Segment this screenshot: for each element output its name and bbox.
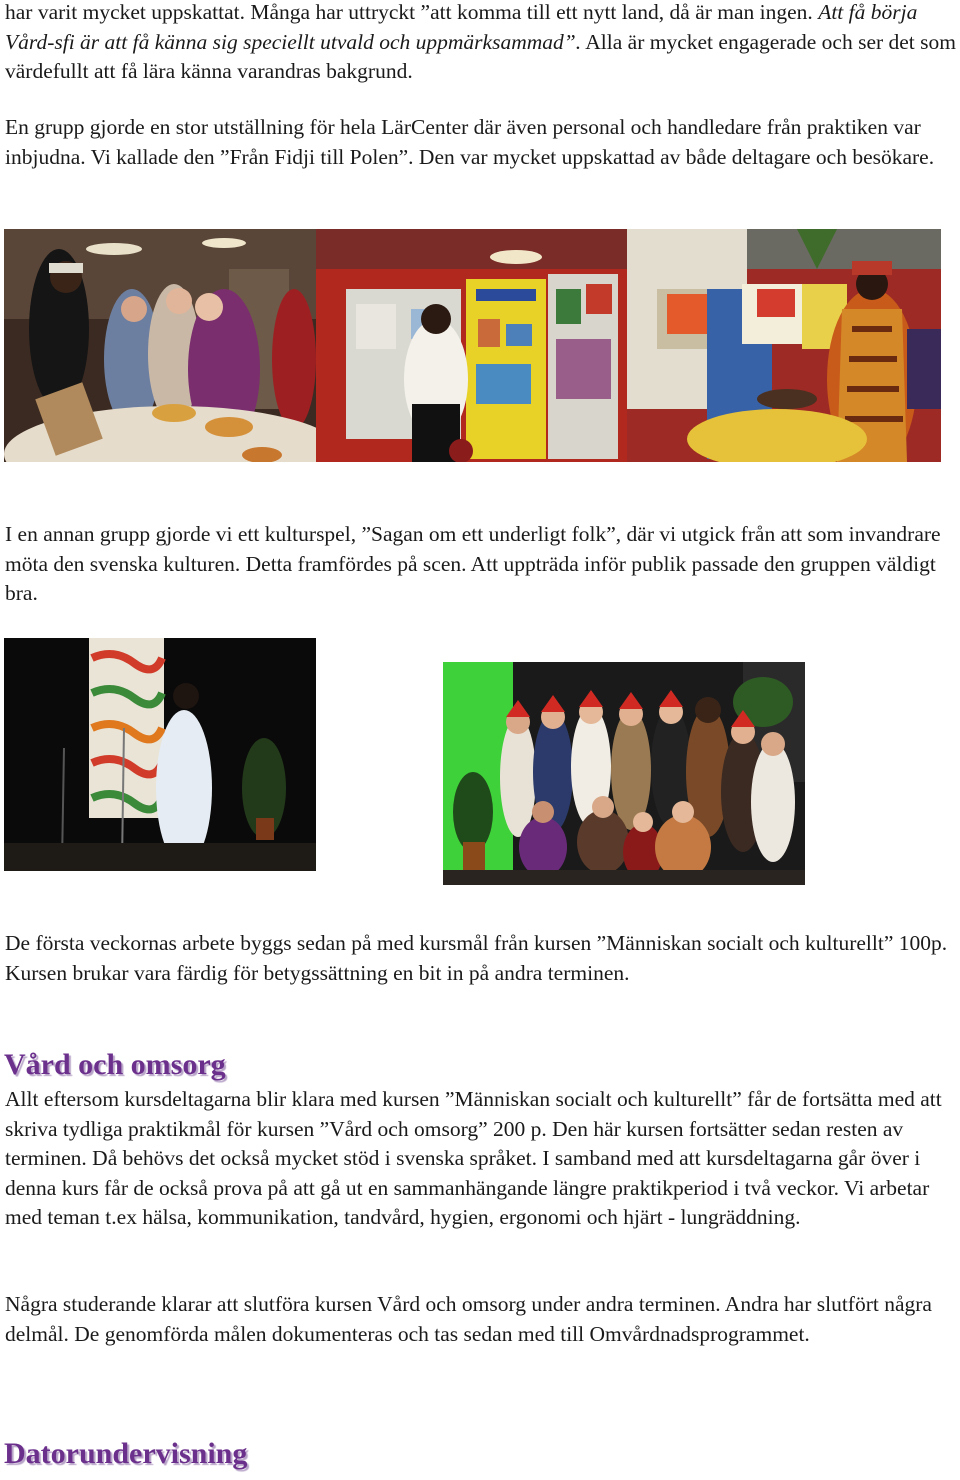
intro-line: har varit mycket uppskattat. Många har uttryckt ”att komma till ett nytt land, då är man ingen. bbox=[5, 0, 813, 24]
intro-paragraph bbox=[5, 0, 960, 87]
exhibition-photo-crowd bbox=[4, 229, 316, 462]
care-course-paragraph: Allt eftersom kursdeltagarna blir klara med kursen ”Människan socialt och kulturellt” får de fortsätta med att skriva tydliga praktikmål för kursen ”Vård och omsorg” 200 p. Den här kursen fortsätter sedan resten av terminen. Då behövs det också mycket stöd i svenska språket. I samband med att kursdeltagarna går över i denna kurs får de också prova på att gå ut en sammanhängande längre praktikperiod i två veckor. Vi arbetar med teman t.ex hälsa, kommunikation, tandvård, hygien, ergonomi och hjärt - lungräddning. bbox=[5, 1087, 942, 1229]
course-goals-paragraph: De första veckornas arbete byggs sedan på med kursmål från kursen ”Människan socialt och kulturellt” 100p. Kursen brukar vara färdig för betygssättning en bit in på andra terminen. bbox=[5, 931, 948, 985]
completion-paragraph: Några studerande klarar att slutföra kursen Vård och omsorg under andra terminen. Andra har slutfört några delmål. De genomförda målen dokumenteras och tas sedan med till Omvårdnadsprogrammet. bbox=[5, 1292, 932, 1346]
intro-rest: Alla är mycket engagerade och ser det som värdefullt att få lära känna varandras bakgrund. bbox=[5, 29, 956, 83]
heading-vard-och-omsorg: Vård och omsorg bbox=[4, 1048, 226, 1081]
heading-datorundervisning: Datorundervisning bbox=[4, 1437, 248, 1470]
stage-photo-group bbox=[443, 662, 805, 885]
intro-quote: Att få börja Vård-sfi är att få känna sig speciellt utvald och uppmärksammad”. bbox=[5, 0, 918, 54]
exhibition-photo-african-stand bbox=[627, 229, 941, 462]
exhibition-photo-colombia-stand bbox=[316, 229, 627, 462]
stage-photo-singer bbox=[4, 638, 316, 871]
culture-game-paragraph: I en annan grupp gjorde vi ett kulturspel, ”Sagan om ett underligt folk”, där vi utgick från att som invandrare möta den svenska kulturen. Detta framfördes på scen. Att uppträda inför publik passade den gruppen väldigt bra. bbox=[5, 522, 941, 605]
exhibition-paragraph: En grupp gjorde en stor utställning för hela LärCenter där även personal och handledare från praktiken var inbjudna. Vi kallade den ”Från Fidji till Polen”. Den var mycket uppskattad av både deltagare och besökare. bbox=[5, 115, 935, 169]
